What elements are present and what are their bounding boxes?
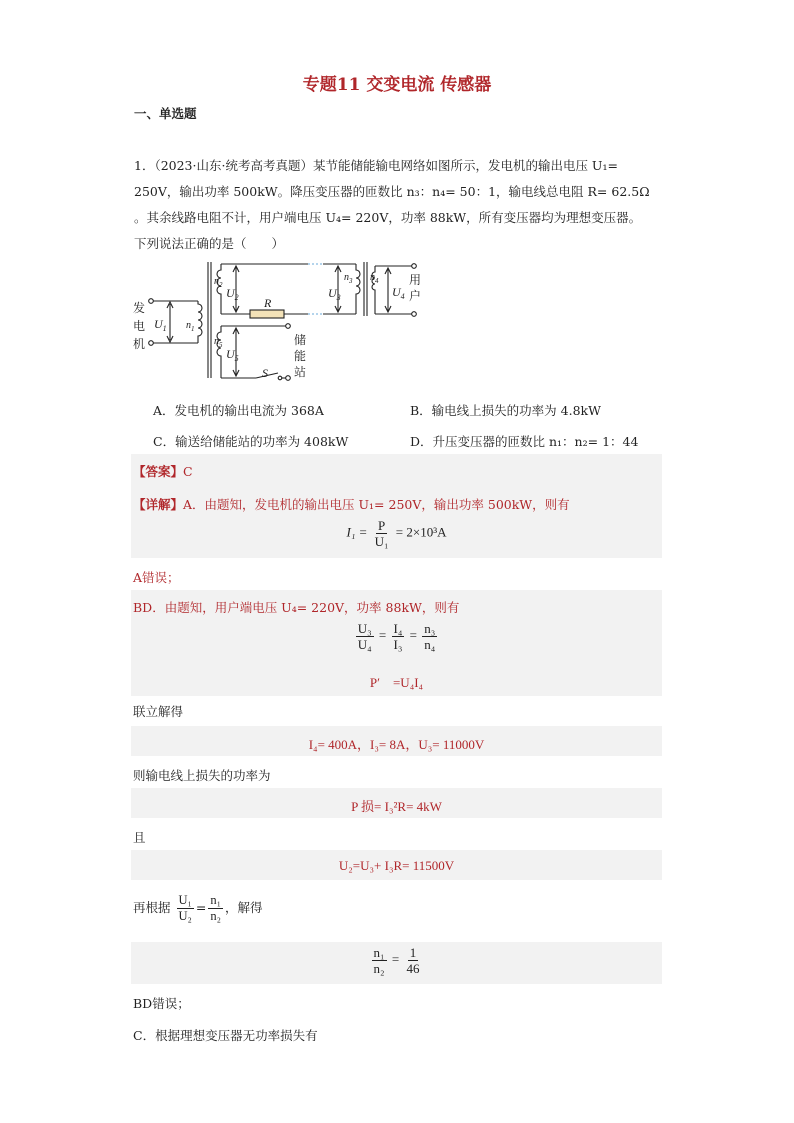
label-n3: $n_3$ xyxy=(344,272,353,285)
storage-label-2: 能 xyxy=(294,349,307,363)
answer-band xyxy=(131,454,662,488)
formula-u2: U₂=U₃+ I₃R= 11500V xyxy=(338,858,455,873)
label-s: S xyxy=(262,366,268,380)
label-u5: $U_5$ xyxy=(226,347,239,363)
page-title: 专题11 交变电流 传感器 xyxy=(302,75,492,95)
analysis-bd-text: BD．由题知，用户端电压 U₄= 220V，功率 88kW，则有 xyxy=(133,600,460,615)
user-label-1: 用 xyxy=(409,273,422,287)
a-wrong: A错误； xyxy=(133,570,180,585)
storage-label-3: 站 xyxy=(294,365,307,379)
circuit-diagram xyxy=(128,252,428,387)
gen-label-1: 发 xyxy=(133,301,146,315)
gen-label-3: 机 xyxy=(133,337,146,351)
formula-loss: P 损= I₃²R= 4kW xyxy=(351,799,442,814)
label-n4: $n_4$ xyxy=(370,272,379,285)
answer: 【答案】C xyxy=(133,464,193,479)
option-d: D．升压变压器的匝数比 n₁：n₂= 1：44 xyxy=(410,434,639,449)
formula-i1: I₁ = $\frac{P}{\text{U₁}}$ = 2×10³A xyxy=(346,518,447,549)
analysis-a-text: 【详解】A．由题知，发电机的输出电压 U₁= 250V，输出功率 500kW，则有 xyxy=(133,497,570,512)
user-label-2: 户 xyxy=(409,289,422,303)
formula-currents: I₄= 400A，I₃= 8A，U₃= 11000V xyxy=(308,737,485,752)
c-text: C．根据理想变压器无功率损失有 xyxy=(133,1028,318,1043)
gen-label-2: 电 xyxy=(133,319,146,333)
bd-wrong: BD错误； xyxy=(133,996,190,1011)
question-line: 250V，输出功率 500kW。降压变压器的匝数比 n₃：n₄= 50：1，输电线总电阻 R= 62.5Ω xyxy=(134,184,650,199)
label-r: R xyxy=(264,296,272,310)
option-c: C．输送给储能站的功率为 408kW xyxy=(153,434,349,449)
label-n1: $n_1$ xyxy=(186,320,195,333)
joint-solve: 联立解得 xyxy=(133,704,184,719)
label-u4: $U_4$ xyxy=(392,285,405,301)
section-heading: 一、单选题 xyxy=(134,106,197,121)
label-u2: $U_2$ xyxy=(226,286,239,302)
label-u3: $U_3$ xyxy=(328,286,341,302)
label-u1: $U_1$ xyxy=(154,317,167,333)
question-line: 。其余线路电阻不计，用户端电压 U₄= 220V，功率 88kW，所有变压器均为理想变压器。 xyxy=(134,210,642,225)
storage-label-1: 储 xyxy=(294,333,307,347)
question-line: 1．（2023·山东·统考高考真题）某节能储能输电网络如图所示，发电机的输出电压 U₁= xyxy=(134,158,618,173)
formula-power: P′ =U₄I₄ xyxy=(369,675,424,690)
option-b: B．输电线上损失的功率为 4.8kW xyxy=(410,403,601,418)
question-line: 下列说法正确的是（ ） xyxy=(134,236,285,251)
label-n2: $n_2$ xyxy=(214,276,223,289)
formula-ratio: $\frac{\text{U₃}}{\text{U₄}}$ = $\frac{\text{I₄}}{\text{I₃}}$ = $\frac{\text{n₃}}{\text{n₄}}$ xyxy=(357,621,436,652)
again-text: 再根据 $\frac{\text{U₁}}{\text{U₂}}$ = $\frac{\text{n₁}}{\text{n₂}}$ ，解得 xyxy=(133,893,263,923)
and-text: 且 xyxy=(133,830,146,845)
label-n5: $n_5$ xyxy=(214,336,223,349)
formula-ratio-result: $\frac{\text{n₁}}{\text{n₂}}$ = $\frac{1}{46}$ xyxy=(373,945,420,976)
loss-text: 则输电线上损失的功率为 xyxy=(133,768,271,783)
option-a: A．发电机的输出电流为 368A xyxy=(153,403,324,418)
